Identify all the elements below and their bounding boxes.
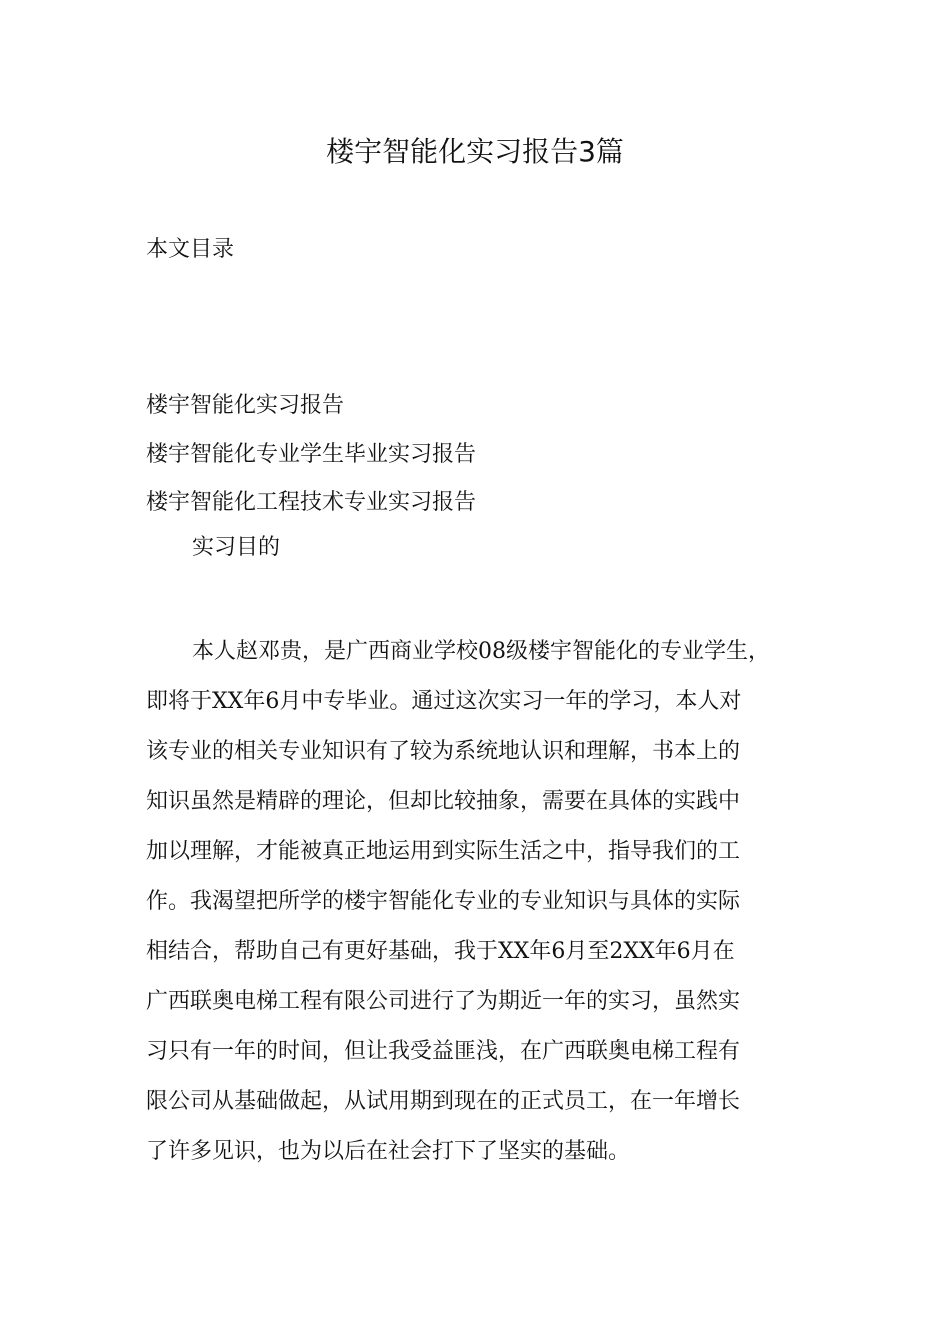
paragraph-line: 限公司从基础做起，从试用期到现在的正式员工，在一年增长 <box>146 1089 741 1114</box>
toc-item[interactable]: 楼宇智能化专业学生毕业实习报告 <box>146 441 477 467</box>
paragraph-line: 作。我渴望把所学的楼宇智能化专业的专业知识与具体的实际 <box>146 889 741 914</box>
paragraph-line: 本人赵邓贵，是广西商业学校08级楼宇智能化的专业学生， <box>192 639 770 664</box>
section-heading: 实习目的 <box>192 535 281 560</box>
document-title: 楼宇智能化实习报告3篇 <box>326 135 624 168</box>
paragraph-line: 了许多见识，也为以后在社会打下了坚实的基础。 <box>146 1139 631 1164</box>
paragraph-line: 习只有一年的时间，但让我受益匪浅，在广西联奥电梯工程有 <box>146 1039 741 1064</box>
paragraph-line: 广西联奥电梯工程有限公司进行了为期近一年的实习，虽然实 <box>146 989 741 1014</box>
paragraph-line: 即将于XX年6月中专毕业。通过这次实习一年的学习，本人对 <box>146 689 742 714</box>
toc-item[interactable]: 楼宇智能化实习报告 <box>146 393 345 418</box>
paragraph-line: 知识虽然是精辟的理论，但却比较抽象，需要在具体的实践中 <box>146 789 741 814</box>
paragraph-line: 相结合，帮助自己有更好基础，我于XX年6月至2XX年6月在 <box>146 939 735 964</box>
paragraph-line: 该专业的相关专业知识有了较为系统地认识和理解，书本上的 <box>146 739 741 764</box>
paragraph-line: 加以理解，才能被真正地运用到实际生活之中，指导我们的工 <box>146 839 741 864</box>
toc-heading: 本文目录 <box>146 237 235 262</box>
toc-item[interactable]: 楼宇智能化工程技术专业实习报告 <box>146 490 477 515</box>
body-paragraph <box>146 627 822 1177</box>
toc-list <box>146 382 476 528</box>
